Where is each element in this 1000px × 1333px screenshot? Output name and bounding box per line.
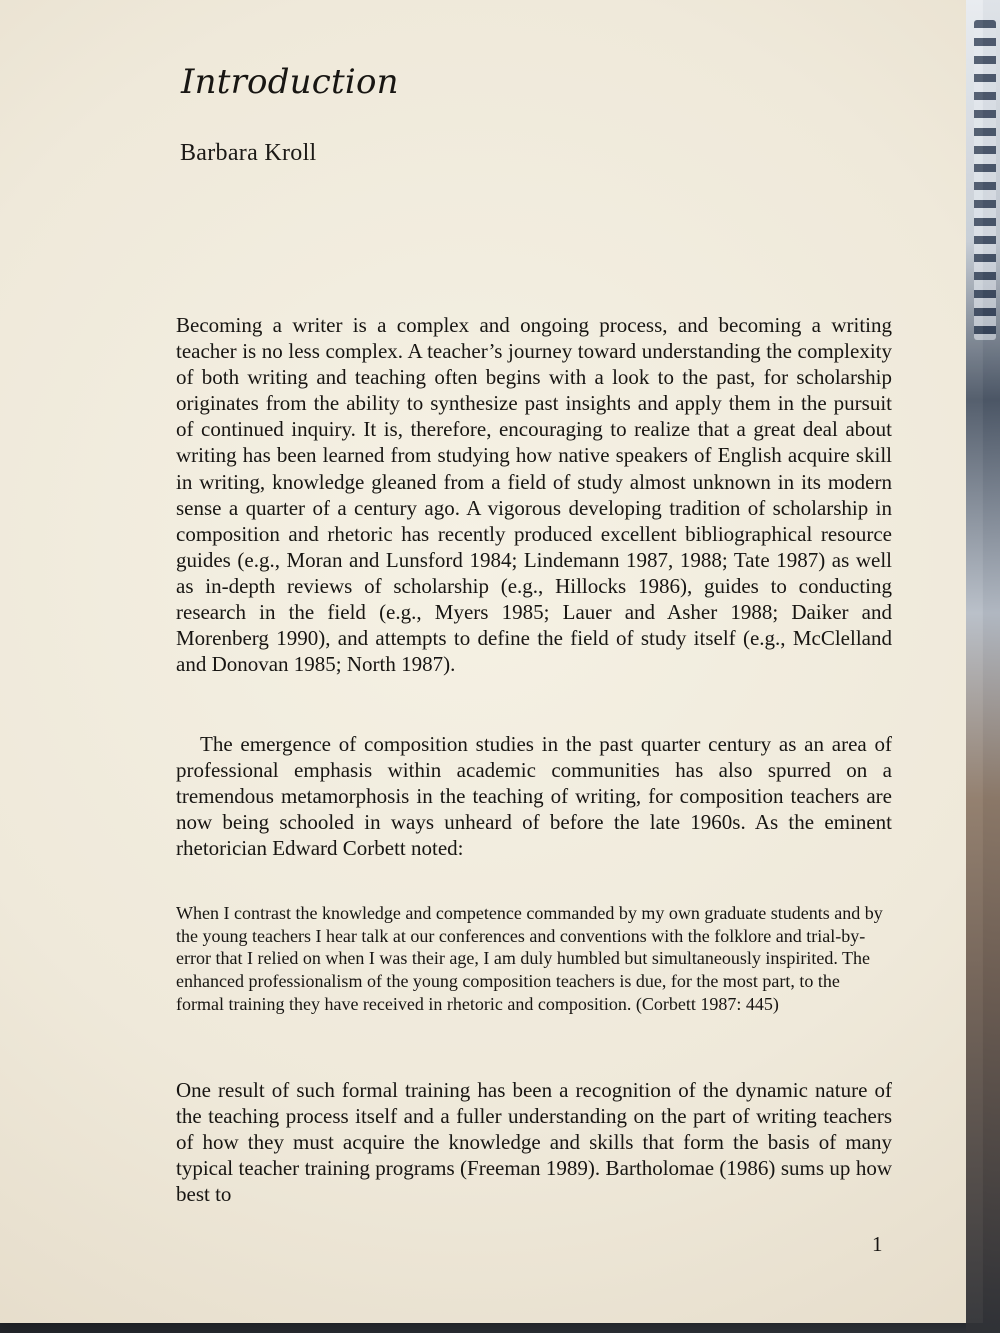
block-quote: When I contrast the knowledge and competence commanded by my own graduate students and by the young teachers I hear talk at our conferences and conventions with the folklore and trial-by-error that I relied on when I was their age, I am duly humbled but simultaneously inspirited. The enhanced professionalism of the young composition teachers is due, for the most part, to the formal training they have received in rhetoric and composition. (Corbett 1987: 445) xyxy=(176,903,883,1014)
author-name: Barbara Kroll xyxy=(180,140,317,166)
adjacent-book-spine xyxy=(966,0,1000,1333)
body-paragraph-3: One result of such formal training has been a recognition of the dynamic nature of the teaching process itself and a fuller understanding on the part of writing teachers of how they must acquire the knowledge and skills that form the basis of many typical teacher training programs (Freeman 1989). Bartholomae (1986) sums up how best to xyxy=(176,1078,892,1207)
chapter-title: Introduction xyxy=(181,62,399,102)
page-number: 1 xyxy=(872,1232,883,1256)
body-paragraph-2: The emergence of composition studies in the past quarter century as an area of professional emphasis within academic communities has also spurred on a tremendous metamorphosis in the teaching of writing, for composition teachers are now being schooled in ways unheard of before the late 1960s. As the eminent rhetorician Edward Corbett noted: xyxy=(176,732,892,861)
spine-pattern xyxy=(974,20,996,340)
body-paragraph-1: Becoming a writer is a complex and ongoing process, and becoming a writing teacher is no less complex. A teacher’s journey toward understanding the complexity of both writing and teaching often begins with a look to the past, for scholarship originates from the ability to synthesize past insights and apply them in the pursuit of continued inquiry. It is, therefore, encouraging to realize that a great deal about writing has been learned from studying how native speakers of English acquire skill in writing, knowledge gleaned from a field of study almost unknown in its modern sense a quarter of a century ago. A vigorous developing tradition of scholarship in composition and rhetoric has recently produced excellent bibliographical resource guides (e.g., Moran and Lunsford 1984; Lindemann 1987, 1988; Tate 1987) as well as in-depth reviews of scholarship (e.g., Hillocks 1986), guides to conducting research in the field (e.g., Myers 1985; Lauer and Asher 1988; Daiker and Morenberg 1990), and attempts to define the field of study itself (e.g., McClelland and Donovan 1985; North 1987). xyxy=(176,313,892,677)
